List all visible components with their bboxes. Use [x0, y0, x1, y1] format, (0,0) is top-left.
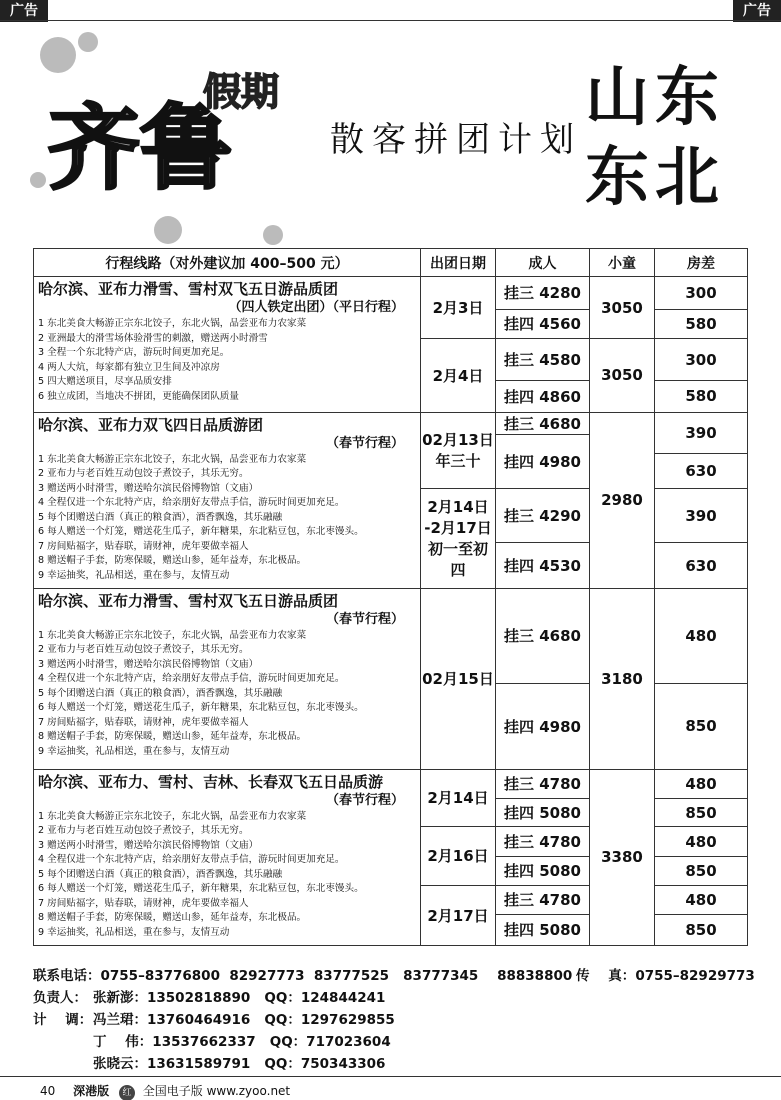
- route-title: 哈尔滨、亚布力滑雪、雪村双飞五日游品质团: [38, 280, 339, 299]
- list-item: 8 赠送帽子手套，防寒保暖，赠送山参，延年益寿，东北极品。: [38, 912, 307, 924]
- list-item: 4 两人大炕，每家都有独立卫生间及冲凉房: [38, 361, 220, 373]
- room-price: 480: [655, 827, 748, 857]
- table-row: [34, 277, 748, 309]
- fax-label: 传 真：: [576, 968, 636, 984]
- list-item: 6 每人赠送一个灯笼，赠送花生瓜子，新年糖果，东北粘豆包，东北枣馒头。: [38, 702, 364, 714]
- list-item: 4 全程仅进一个东北特产店，给亲朋好友带点手信，游玩时间更加充足。: [38, 673, 345, 685]
- room-price: 580: [655, 381, 748, 412]
- list-item: 2 亚布力与老百姓互动包饺子煮饺子，其乐无穷。: [38, 644, 249, 656]
- room-price: 480: [655, 588, 748, 683]
- route-title: 哈尔滨、亚布力双飞四日品质游团: [38, 415, 264, 434]
- date-line: 年三十: [435, 452, 481, 471]
- header-date: 出团日期: [421, 249, 496, 277]
- ad-label-right: 广告: [733, 0, 781, 22]
- planner-info: 张晓云：13631589791 QQ：750343306: [93, 1056, 386, 1072]
- adult-price: 挂四 5080: [496, 798, 590, 826]
- route-items: [38, 317, 416, 404]
- adult-price: 挂三 4780: [496, 827, 590, 857]
- room-price: 300: [655, 338, 748, 380]
- manager-info: 张新澎：13502818890 QQ：124844241: [93, 990, 386, 1006]
- logo: [18, 30, 298, 245]
- list-item: 1 东北美食大畅游正宗东北饺子，东北火锅，品尝亚布力农家菜: [38, 810, 307, 822]
- room-price: 850: [655, 914, 748, 945]
- date-cell: [421, 488, 496, 588]
- room-price: 850: [655, 683, 748, 769]
- list-item: 1 东北美食大畅游正宗东北饺子，东北火锅，品尝亚布力农家菜: [38, 453, 307, 465]
- list-item: 1 东北美食大畅游正宗东北饺子，东北火锅，品尝亚布力农家菜: [38, 629, 307, 641]
- route-4-desc: [34, 769, 421, 945]
- logo-art: [18, 30, 298, 245]
- child-price: 2980: [590, 412, 655, 588]
- room-price: 850: [655, 857, 748, 885]
- region-line-1: 山东: [585, 61, 725, 135]
- adult-price: 挂四 4980: [496, 683, 590, 769]
- top-rule: [0, 20, 781, 21]
- date-cell: 2月4日: [421, 338, 496, 412]
- route-3-desc: [34, 588, 421, 769]
- adult-price: 挂三 4290: [496, 488, 590, 543]
- room-price: 580: [655, 309, 748, 338]
- date-cell: [421, 412, 496, 488]
- list-item: 5 每个团赠送白酒（真正的粮食酒），酒香飘逸，其乐融融: [38, 868, 283, 880]
- region-line-2: 东北: [585, 141, 725, 215]
- room-price: 850: [655, 798, 748, 826]
- route-1-desc: [34, 277, 421, 412]
- room-price: 390: [655, 412, 748, 454]
- date-cell: 2月3日: [421, 277, 496, 339]
- table-header-row: [34, 249, 748, 277]
- child-price: 3180: [590, 588, 655, 769]
- date-cell: 02月15日: [421, 588, 496, 769]
- date-line: 初一至初四: [427, 540, 488, 580]
- region-title: [585, 58, 775, 218]
- list-item: 5 每个团赠送白酒（真正的粮食酒），酒香飘逸，其乐融融: [38, 511, 283, 523]
- edition-label: 深港版: [73, 1084, 110, 1098]
- ad-label-left: 广告: [0, 0, 48, 22]
- adult-price: 挂三 4580: [496, 338, 590, 380]
- date-line: -2月17日: [424, 519, 492, 538]
- list-item: 7 房间贴福字，贴春联，请财神，虎年要做幸福人: [38, 716, 249, 728]
- contact-planner-row: [33, 1031, 773, 1053]
- adult-price: 挂三 4680: [496, 412, 590, 434]
- planner-info: 冯兰珺：13760464916 QQ：1297629855: [93, 1012, 395, 1028]
- route-subtitle: （四人铁定出团）（平日行程）: [228, 300, 404, 316]
- list-item: 2 亚洲最大的滑雪场体验滑雪的刺激，赠送两小时滑雪: [38, 332, 268, 344]
- list-item: 4 全程仅进一个东北特产店，给亲朋好友带点手信，游玩时间更加充足。: [38, 854, 345, 866]
- list-item: 3 赠送两小时滑雪，赠送哈尔滨民俗博物馆（文庙）: [38, 482, 259, 494]
- planner-info: 丁 伟：13537662337 QQ：717023604: [93, 1034, 391, 1050]
- phone-label: 联系电话：: [33, 968, 101, 984]
- adult-price: 挂三 4780: [496, 769, 590, 798]
- adult-price: 挂三 4280: [496, 277, 590, 309]
- room-price: 630: [655, 543, 748, 588]
- child-price: 3050: [590, 277, 655, 339]
- list-item: 3 全程一个东北特产店，游玩时间更加充足。: [38, 347, 230, 359]
- header-room: 房差: [655, 249, 748, 277]
- room-price: 630: [655, 454, 748, 488]
- list-item: 8 赠送帽子手套，防寒保暖，赠送山参，延年益寿，东北极品。: [38, 555, 307, 567]
- list-item: 6 每人赠送一个灯笼，赠送花生瓜子，新年糖果，东北粘豆包，东北枣馒头。: [38, 883, 364, 895]
- list-item: 6 独立成团，当地决不拼团，更能确保团队质量: [38, 390, 239, 402]
- table-row: [34, 588, 748, 683]
- table-row: [34, 769, 748, 798]
- list-item: 5 四大赠送项目，尽享品质安排: [38, 376, 172, 388]
- list-item: 5 每个团赠送白酒（真正的粮食酒），酒香飘逸，其乐融融: [38, 687, 283, 699]
- list-item: 4 全程仅进一个东北特产店，给亲朋好友带点手信，游玩时间更加充足。: [38, 497, 345, 509]
- adult-price: 挂三 4780: [496, 885, 590, 914]
- route-2-desc: [34, 412, 421, 588]
- contact-manager-row: [33, 987, 773, 1009]
- list-item: 2 亚布力与老百姓互动包饺子煮饺子，其乐无穷。: [38, 825, 249, 837]
- route-subtitle: （春节行程）: [325, 792, 404, 808]
- fax-number: 0755–82929773: [635, 968, 755, 984]
- list-item: 7 房间贴福字，贴春联，请财神，虎年要做幸福人: [38, 540, 249, 552]
- page-number: 40: [40, 1084, 56, 1098]
- route-items: [38, 453, 416, 584]
- contact-block: [33, 965, 773, 1075]
- list-item: 9 幸运抽奖，礼品相送，重在参与，友情互动: [38, 569, 230, 581]
- list-item: 2 亚布力与老百姓互动包饺子煮饺子，其乐无穷。: [38, 468, 249, 480]
- child-price: 3380: [590, 769, 655, 945]
- adult-price: 挂四 4560: [496, 309, 590, 338]
- header-child: 小童: [590, 249, 655, 277]
- footer-rule: [0, 1076, 781, 1077]
- route-subtitle: （春节行程）: [325, 435, 404, 451]
- adult-price: 挂三 4680: [496, 588, 590, 683]
- header-adult: 成人: [496, 249, 590, 277]
- list-item: 1 东北美食大畅游正宗东北饺子，东北火锅，品尝亚布力农家菜: [38, 318, 307, 330]
- fax-group: [576, 965, 755, 987]
- tour-table: [33, 248, 748, 946]
- contact-planner-row: [33, 1053, 773, 1075]
- adult-price: 挂四 5080: [496, 914, 590, 945]
- adult-price: 挂四 5080: [496, 857, 590, 885]
- date-cell: 2月17日: [421, 885, 496, 945]
- footer-url: 全国电子版 www.zyoo.net: [142, 1084, 291, 1098]
- contact-planner-row: [33, 1009, 773, 1031]
- header-route: 行程线路（对外建议加 400–500 元）: [34, 249, 421, 277]
- logo-main-text: 齐鲁: [48, 94, 233, 202]
- table-row: [34, 412, 748, 434]
- list-item: 9 幸运抽奖，礼品相送，重在参与，友情互动: [38, 926, 230, 938]
- route-items: [38, 810, 416, 941]
- planner-label: 计 调：: [33, 1012, 93, 1028]
- manager-label: 负责人：: [33, 990, 87, 1006]
- date-line: 02月13日: [422, 431, 494, 450]
- page-footer: [40, 1082, 290, 1100]
- route-items: [38, 629, 416, 760]
- date-line: 2月14日: [427, 498, 489, 517]
- page-subtitle: 散客拼团计划: [330, 120, 582, 160]
- route-title: 哈尔滨、亚布力、雪村、吉林、长春双飞五日品质游: [38, 772, 384, 791]
- list-item: 8 赠送帽子手套，防寒保暖，赠送山参，延年益寿，东北极品。: [38, 731, 307, 743]
- edition-badge-icon: 红: [119, 1085, 135, 1100]
- list-item: 6 每人赠送一个灯笼，赠送花生瓜子，新年糖果，东北粘豆包，东北枣馒头。: [38, 526, 364, 538]
- list-item: 7 房间贴福字，贴春联，请财神，虎年要做幸福人: [38, 897, 249, 909]
- child-price: 3050: [590, 338, 655, 412]
- room-price: 480: [655, 769, 748, 798]
- phone-numbers: 0755–83776800 82927773 83777525 83777345 88838800: [100, 968, 573, 984]
- logo-sub-text: 假期: [203, 69, 280, 114]
- adult-price: 挂四 4860: [496, 381, 590, 412]
- adult-price: 挂四 4530: [496, 543, 590, 588]
- date-cell: 2月14日: [421, 769, 496, 827]
- date-cell: 2月16日: [421, 827, 496, 885]
- list-item: 3 赠送两小时滑雪，赠送哈尔滨民俗博物馆（文庙）: [38, 658, 259, 670]
- route-subtitle: （春节行程）: [325, 611, 404, 627]
- adult-price: 挂四 4980: [496, 434, 590, 488]
- contact-phone-row: [33, 965, 773, 987]
- list-item: 9 幸运抽奖，礼品相送，重在参与，友情互动: [38, 745, 230, 757]
- list-item: 3 赠送两小时滑雪，赠送哈尔滨民俗博物馆（文庙）: [38, 839, 259, 851]
- route-title: 哈尔滨、亚布力滑雪、雪村双飞五日游品质团: [38, 591, 339, 610]
- room-price: 390: [655, 488, 748, 543]
- room-price: 300: [655, 277, 748, 309]
- room-price: 480: [655, 885, 748, 914]
